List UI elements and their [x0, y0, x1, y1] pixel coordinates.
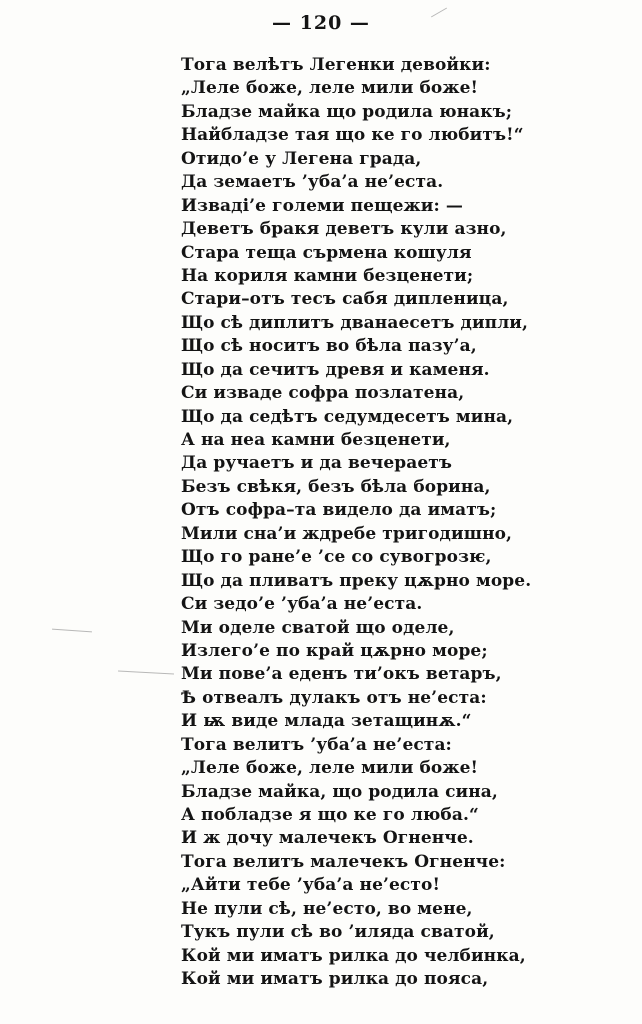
- poem-line: Найбладзе тая що ке го любитъ!“: [181, 125, 524, 146]
- poem-line: Да земаетъ ’уба’а не’еста.: [181, 172, 444, 193]
- poem-line: Що да сечитъ древя и каменя.: [181, 359, 490, 380]
- poem-line: „Леле боже, леле мили боже!: [181, 758, 479, 779]
- poem-line: Безъ свѣкя, безъ бѣла борина,: [181, 476, 491, 497]
- poem-line: Кой ми иматъ рилка до челбинка,: [181, 945, 526, 966]
- poem-line: Бладзе майка, що родила сина,: [181, 781, 498, 802]
- poem-line: Тукъ пули сѣ во ’иляда сватой,: [181, 922, 495, 943]
- poem-line: Деветъ бракя деветъ кули азно,: [181, 219, 507, 240]
- poem-line: Що да пливатъ преку цѫрно море.: [181, 570, 532, 591]
- poem-line: На кориля камни безценети;: [181, 265, 474, 286]
- poem-line: Що сѣ диплитъ дванаесетъ дипли,: [181, 312, 529, 333]
- poem-text: [181, 54, 621, 992]
- poem-line: Стари–отъ тесъ сабя дипленица,: [181, 289, 509, 310]
- poem-line: Тога велитъ малечекъ Огненче:: [181, 851, 506, 872]
- poem-line: Тога велѣтъ Легенки девойки:: [181, 55, 491, 75]
- poem-line: Отидо’е у Легена града,: [181, 148, 422, 169]
- poem-line: Кой ми иматъ рилка до пояса,: [181, 969, 489, 990]
- poem-line: Мили сна’и ждребе тригодишно,: [181, 523, 513, 544]
- poem-line: Си зедо’е ’уба’а не’еста.: [181, 594, 423, 615]
- poem-line: Отъ софра–та видело да иматъ;: [181, 500, 497, 521]
- poem-line: Що да седѣтъ седумдесетъ мина,: [181, 406, 514, 427]
- poem-line: Бладзе майка що родила юнакъ;: [181, 101, 513, 122]
- poem-line: А побладзе я що ке го люба.“: [181, 805, 479, 825]
- poem-line: И ѭ виде млада зетащинѫ.“: [181, 711, 472, 732]
- poem-line: Да ручаетъ и да вечераетъ: [181, 453, 453, 474]
- poem-line: „Леле боже, леле мили боже!: [181, 78, 479, 99]
- poem-line: А на неа камни безценети,: [181, 430, 451, 450]
- poem-line: Си изваде софра позлатена,: [181, 383, 465, 404]
- poem-line: Ѣ отвеалъ дулакъ отъ не’еста:: [181, 687, 487, 708]
- poem-line: Ми оделе сватой що оделе,: [181, 617, 455, 638]
- scan-smudge-mark: [118, 671, 174, 675]
- poem-line: „Айти тебе ’уба’а не’есто!: [181, 875, 441, 896]
- poem-line: Стара теща сърмена кошуля: [181, 242, 472, 263]
- poem-line: Що сѣ носитъ во бѣла пазу’а,: [181, 336, 477, 357]
- scan-smudge-mark: [52, 629, 92, 633]
- poem-line: И ж дочу малечекъ Огненче.: [181, 828, 474, 849]
- poem-line: Тога велитъ ’уба’а не’еста:: [181, 734, 452, 755]
- poem-line: Не пули сѣ, не’есто, во мене,: [181, 898, 473, 919]
- poem-line: Ми пове’а еденъ ти’окъ ветаръ,: [181, 664, 502, 685]
- poem-line: Изваді’е големи пещежи: —: [181, 195, 463, 216]
- page-number: — 120 —: [272, 12, 370, 34]
- poem-line: Що го ране’е ’се со сувогрозѥ,: [181, 547, 492, 568]
- poem-line: Излего’е по край цѫрно море;: [181, 640, 488, 661]
